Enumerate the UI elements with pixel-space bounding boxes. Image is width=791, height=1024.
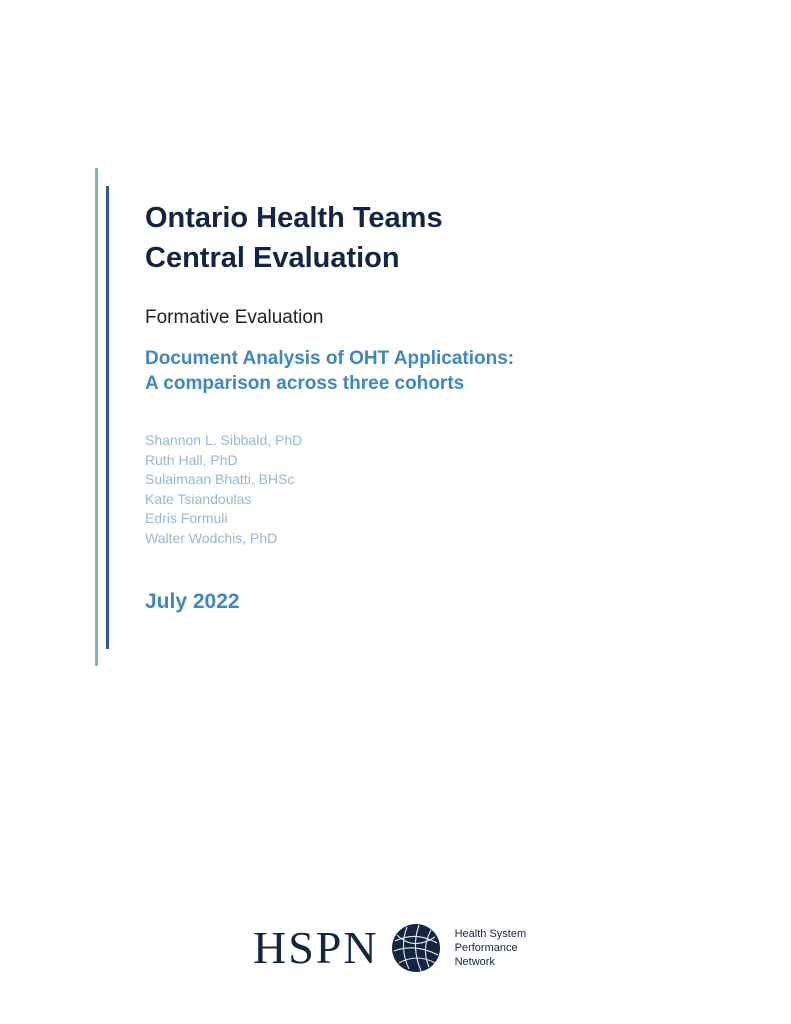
logo-wordmark: HSPN — [253, 922, 379, 973]
document-title-line-1: Document Analysis of OHT Applications: — [145, 348, 515, 369]
author-item: Kate Tsiandoulas — [145, 490, 252, 507]
report-title-line-1: Ontario Health Teams — [145, 202, 443, 234]
author-item: Ruth Hall, PhD — [145, 451, 238, 468]
report-title — [145, 198, 443, 278]
logo-organization-name — [455, 927, 527, 969]
globe-icon — [391, 923, 441, 973]
author-item: Shannon L. Sibbald, PhD — [145, 432, 303, 448]
author-item: Sulaimaan Bhatti, BHSc — [145, 471, 295, 487]
hspn-logo — [253, 920, 526, 976]
logo-name-line-2: Performance — [454, 942, 518, 954]
logo-name-line-3: Network — [454, 956, 495, 968]
document-title-line-2: A comparison across three cohorts — [145, 373, 465, 394]
author-list — [145, 431, 302, 548]
decorative-rule-blue — [106, 186, 109, 649]
report-date: July 2022 — [145, 590, 240, 613]
author-item: Walter Wodchis, PhD — [145, 529, 278, 546]
decorative-rule-teal — [95, 168, 98, 666]
report-title-line-2: Central Evaluation — [145, 242, 400, 274]
report-subtitle: Formative Evaluation — [145, 307, 324, 328]
logo-name-line-1: Health System — [454, 928, 527, 940]
document-title — [145, 346, 514, 396]
author-item: Edris Formuli — [145, 510, 228, 526]
